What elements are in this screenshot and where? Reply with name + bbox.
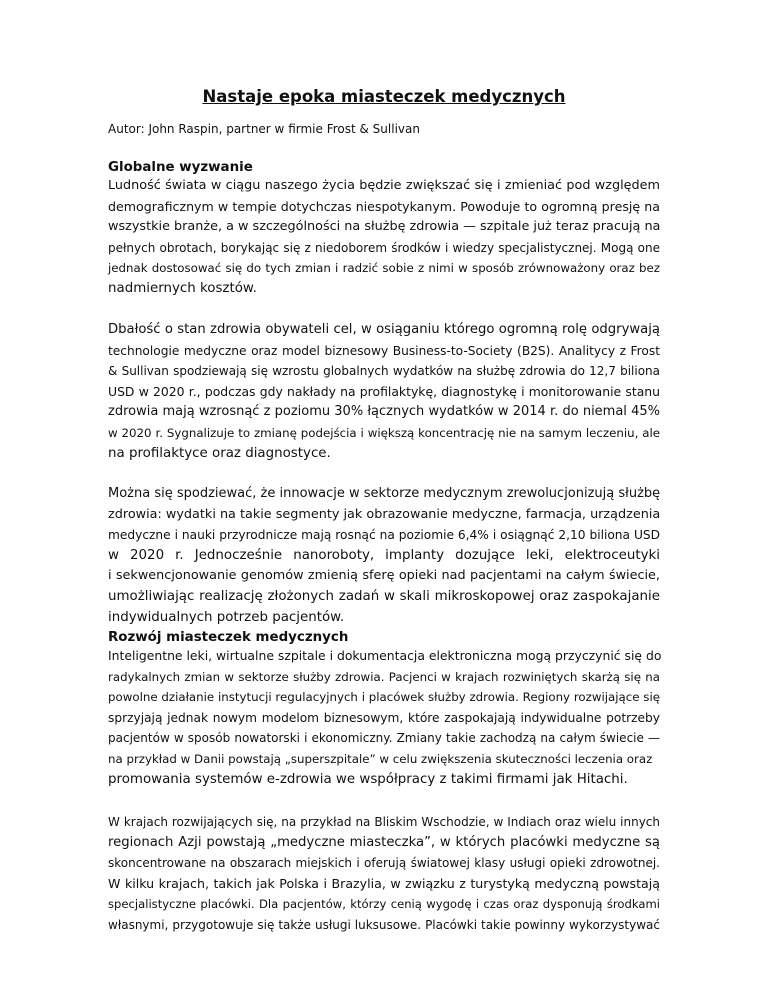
- text-line: pełnych obrotach, borykając się z niedoborem środków i wiedzy specjalistycznej. Mogą one: [108, 240, 660, 255]
- text-line: i sekwencjonowanie genomów zmienią sferę opieki nad pacjentami na całym świecie,: [108, 568, 660, 584]
- text-line: na przykład w Danii powstają „superszpitale” w celu zwiększenia skuteczności leczenia oraz: [108, 751, 653, 766]
- text-line: Inteligentne leki, wirtualne szpitale i dokumentacja elektroniczna mogą przyczynić się do: [108, 648, 662, 663]
- text-line: W krajach rozwijających się, na przykład na Bliskim Wschodzie, w Indiach oraz wielu innych: [108, 815, 660, 829]
- paragraph: [108, 176, 660, 300]
- text-line: indywidualnych potrzeb pacjentów.: [108, 609, 345, 625]
- text-line: nadmiernych kosztów.: [108, 280, 257, 296]
- text-line: zdrowia: wydatki na takie segmenty jak obrazowanie medyczne, farmacja, urządzenia: [108, 506, 661, 522]
- paragraph: [108, 812, 660, 936]
- paragraph: [108, 646, 660, 790]
- text-line: na profilaktyce oraz diagnostyce.: [108, 445, 331, 461]
- section-heading: [108, 158, 660, 178]
- text-line: USD w 2020 r., podczas gdy nakłady na profilaktykę, diagnostykę i monitorowanie stanu: [108, 383, 660, 399]
- paragraph: [108, 320, 660, 464]
- text-line: technologie medyczne oraz model biznesowy Business-to-Society (B2S). Analitycy z Frost: [108, 343, 660, 358]
- text-line: & Sullivan spodziewają się wzrostu globalnych wydatków na służbę zdrowia do 12,7 biliona: [108, 364, 660, 379]
- text-line: demograficznym w tempie dotychczas niespotykanym. Powoduje to ogromną presję na: [108, 198, 660, 214]
- text-line: zdrowia mają wzrosnąć z poziomu 30% łącznych wydatków w 2014 r. do niemal 45%: [108, 404, 660, 420]
- text-line: sprzyjają jednak nowym modelom biznesowym, które zaspokajają indywidualne potrzeby: [108, 710, 660, 725]
- text-line: umożliwiając realizację złożonych zadań w skali mikroskopowej oraz zaspokajanie: [108, 588, 660, 604]
- page-title: Nastaje epoka miasteczek medycznych: [202, 87, 566, 106]
- text-line: promowania systemów e-zdrowia we współpracy z takimi firmami jak Hitachi.: [108, 771, 628, 787]
- text-line: w 2020 r. Jednocześnie nanoroboty, implanty dozujące leki, elektroceutyki: [108, 547, 660, 563]
- text-line: regionach Azji powstają „medyczne miasteczka”, w których placówki medyczne są: [108, 834, 660, 850]
- text-line: specjalistyczne placówki. Dla pacjentów, którzy cenią wygodę i czas oraz dysponują środkami: [108, 897, 660, 912]
- section-heading-text: Globalne wyzwanie: [108, 160, 253, 175]
- text-line: jednak dostosować się do tych zmian i radzić sobie z nimi w sposób zrównoważony oraz bez: [108, 261, 660, 276]
- author-line: Autor: John Raspin, partner w firmie Frost & Sullivan: [108, 122, 420, 136]
- section-heading-text: Rozwój miasteczek medycznych: [108, 630, 349, 645]
- text-line: Ludność świata w ciągu naszego życia będzie zwiększać się i zmieniać pod względem: [108, 178, 660, 193]
- text-line: pacjentów w sposób nowatorski i ekonomiczny. Zmiany takie zachodzą na całym świecie —: [108, 731, 660, 746]
- text-line: W kilku krajach, takich jak Polska i Brazylia, w związku z turystyką medyczną powstają: [108, 875, 660, 891]
- text-line: radykalnych zmian w sektorze służby zdrowia. Pacjenci w krajach rozwiniętych skarżą się na: [108, 669, 660, 684]
- paragraph: [108, 484, 660, 628]
- section-heading: [108, 628, 660, 648]
- text-line: skoncentrowane na obszarach miejskich i oferują światowej klasy usługi opieki zdrowotnej.: [108, 856, 660, 871]
- text-line: Dbałość o stan zdrowia obywateli cel, w osiąganiu którego ogromną rolę odgrywają: [108, 322, 660, 337]
- text-line: medyczne i nauki przyrodnicze mają rosnąć na poziomie 6,4% i osiągnąć 2,10 biliona USD: [108, 528, 660, 543]
- text-line: wszystkie branże, a w szczególności na służbę zdrowia — szpitale już teraz pracują na: [108, 219, 661, 235]
- text-line: własnymi, przygotowuje się także usługi luksusowe. Placówki takie powinny wykorzystywać: [108, 917, 660, 932]
- text-line: Można się spodziewać, że innowacje w sektorze medycznym zrewolucjonizują służbę: [108, 486, 661, 501]
- text-line: powolne działanie instytucji regulacyjnych i placówek służby zdrowia. Regiony rozwijające się: [108, 690, 660, 705]
- text-line: w 2020 r. Sygnalizuje to zmianę podejścia i większą koncentrację nie na samym leczeniu, ale: [108, 425, 660, 440]
